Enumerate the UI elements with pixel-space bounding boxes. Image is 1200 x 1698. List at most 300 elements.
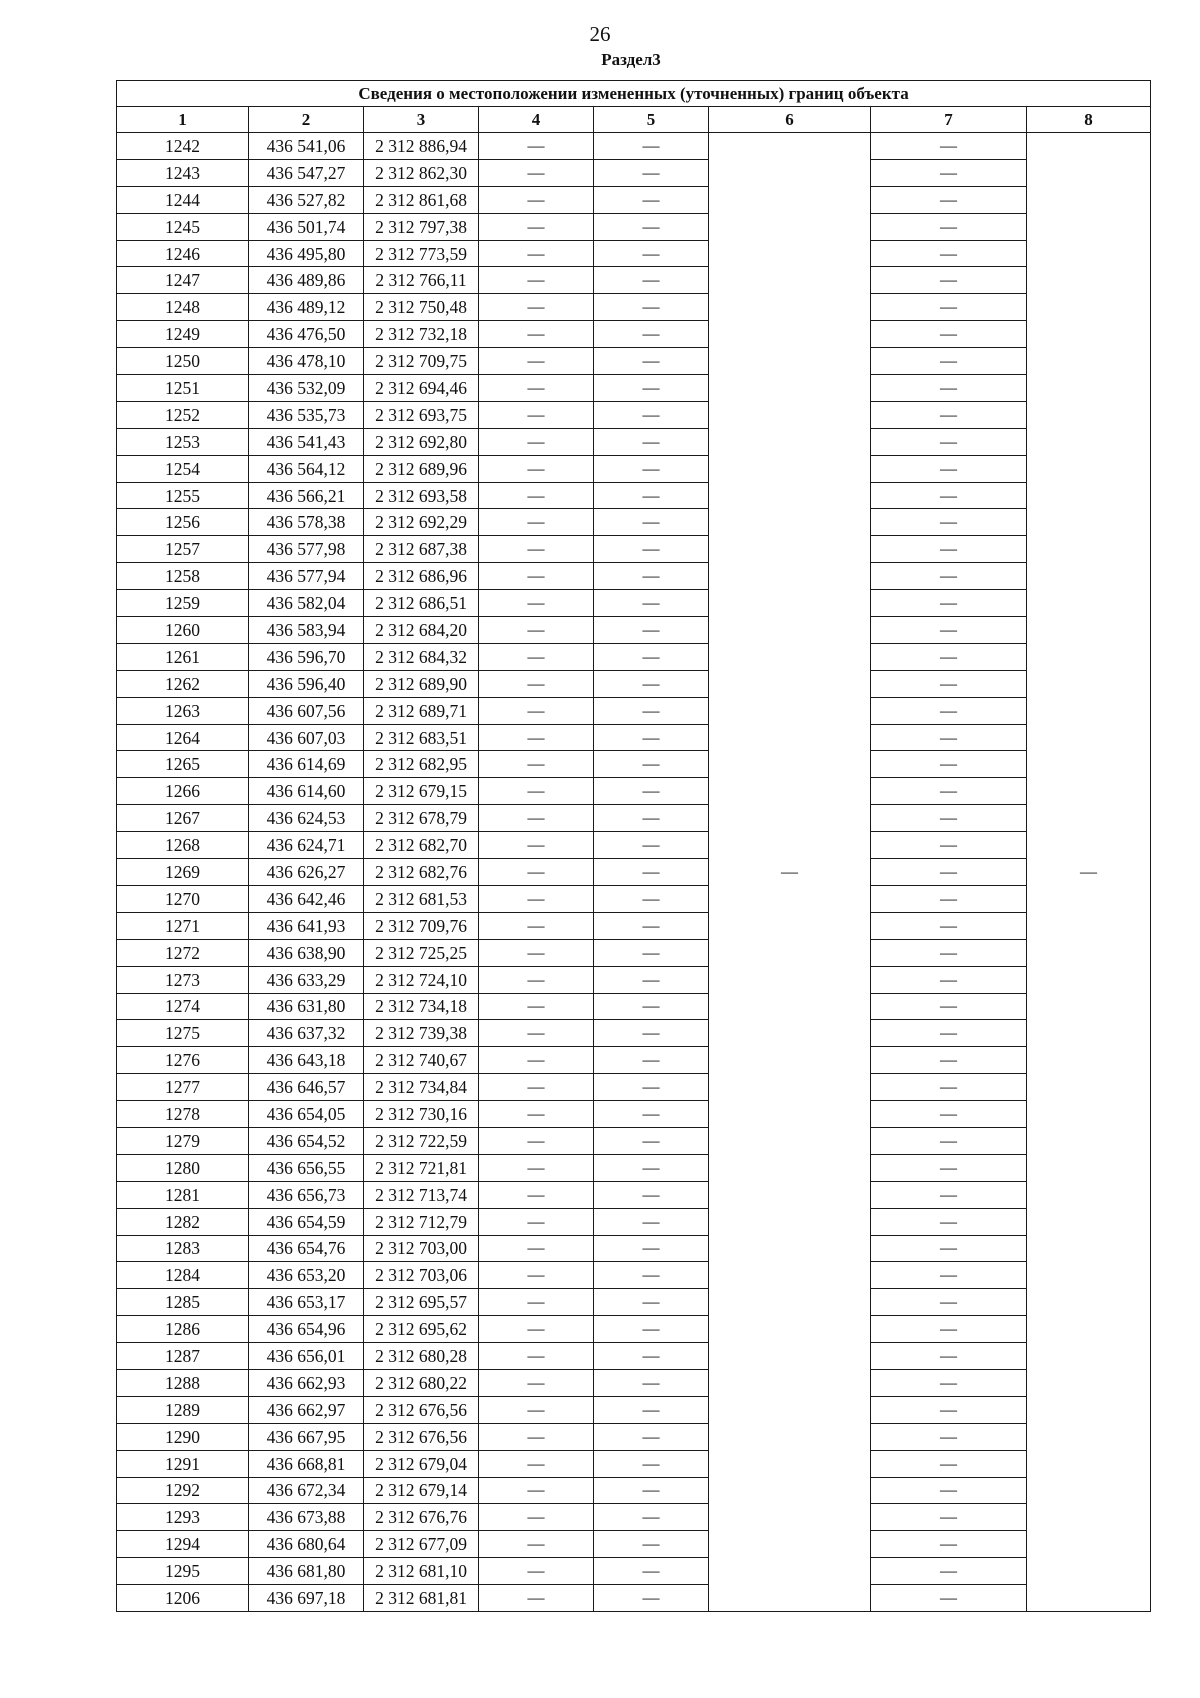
column-5-cell: —	[594, 939, 709, 966]
y-coordinate-cell: 2 312 766,11	[364, 267, 479, 294]
x-coordinate-cell: 436 633,29	[249, 966, 364, 993]
column-4-cell: —	[479, 267, 594, 294]
point-number-cell: 1259	[117, 590, 249, 617]
column-4-cell: —	[479, 186, 594, 213]
point-number-cell: 1250	[117, 348, 249, 375]
column-5-cell: —	[594, 724, 709, 751]
column-number-header: 1	[117, 107, 249, 133]
y-coordinate-cell: 2 312 681,10	[364, 1558, 479, 1585]
table-row	[117, 939, 1151, 966]
table-row	[117, 1047, 1151, 1074]
table-row	[117, 1504, 1151, 1531]
point-number-cell: 1265	[117, 751, 249, 778]
x-coordinate-cell: 436 501,74	[249, 213, 364, 240]
table-row	[117, 267, 1151, 294]
column-5-cell: —	[594, 832, 709, 859]
table-row	[117, 751, 1151, 778]
point-number-cell: 1246	[117, 240, 249, 267]
table-row	[117, 643, 1151, 670]
column-7-cell: —	[871, 1074, 1027, 1101]
column-5-cell: —	[594, 751, 709, 778]
table-row	[117, 1477, 1151, 1504]
column-5-cell: —	[594, 1477, 709, 1504]
x-coordinate-cell: 436 582,04	[249, 590, 364, 617]
column-4-cell: —	[479, 1316, 594, 1343]
y-coordinate-cell: 2 312 713,74	[364, 1181, 479, 1208]
column-5-cell: —	[594, 1289, 709, 1316]
column-7-cell: —	[871, 993, 1027, 1020]
table-row	[117, 1235, 1151, 1262]
y-coordinate-cell: 2 312 676,76	[364, 1504, 479, 1531]
column-5-cell: —	[594, 778, 709, 805]
column-5-cell: —	[594, 697, 709, 724]
y-coordinate-cell: 2 312 739,38	[364, 1020, 479, 1047]
table-row	[117, 670, 1151, 697]
column-4-cell: —	[479, 1396, 594, 1423]
x-coordinate-cell: 436 662,97	[249, 1396, 364, 1423]
table-row	[117, 401, 1151, 428]
table-row	[117, 213, 1151, 240]
column-number-header: 3	[364, 107, 479, 133]
y-coordinate-cell: 2 312 722,59	[364, 1127, 479, 1154]
column-4-cell: —	[479, 482, 594, 509]
x-coordinate-cell: 436 672,34	[249, 1477, 364, 1504]
column-7-cell: —	[871, 1558, 1027, 1585]
y-coordinate-cell: 2 312 734,84	[364, 1074, 479, 1101]
point-number-cell: 1260	[117, 617, 249, 644]
column-5-cell: —	[594, 1423, 709, 1450]
column-4-cell: —	[479, 670, 594, 697]
point-number-cell: 1275	[117, 1020, 249, 1047]
column-7-cell: —	[871, 966, 1027, 993]
column-5-cell: —	[594, 912, 709, 939]
point-number-cell: 1284	[117, 1262, 249, 1289]
column-5-cell: —	[594, 1343, 709, 1370]
y-coordinate-cell: 2 312 734,18	[364, 993, 479, 1020]
column-4-cell: —	[479, 1504, 594, 1531]
column-4-cell: —	[479, 1369, 594, 1396]
column-5-cell: —	[594, 1235, 709, 1262]
column-4-cell: —	[479, 859, 594, 886]
x-coordinate-cell: 436 566,21	[249, 482, 364, 509]
x-coordinate-cell: 436 577,98	[249, 536, 364, 563]
y-coordinate-cell: 2 312 682,76	[364, 859, 479, 886]
table-row	[117, 1558, 1151, 1585]
table-row	[117, 617, 1151, 644]
y-coordinate-cell: 2 312 686,51	[364, 590, 479, 617]
x-coordinate-cell: 436 662,93	[249, 1369, 364, 1396]
column-4-cell: —	[479, 1262, 594, 1289]
x-coordinate-cell: 436 583,94	[249, 617, 364, 644]
column-7-cell: —	[871, 401, 1027, 428]
x-coordinate-cell: 436 527,82	[249, 186, 364, 213]
x-coordinate-cell: 436 614,60	[249, 778, 364, 805]
column-7-cell: —	[871, 1208, 1027, 1235]
table-row	[117, 159, 1151, 186]
point-number-cell: 1269	[117, 859, 249, 886]
column-4-cell: —	[479, 563, 594, 590]
column-5-cell: —	[594, 133, 709, 160]
column-5-cell: —	[594, 1047, 709, 1074]
x-coordinate-cell: 436 495,80	[249, 240, 364, 267]
column-4-cell: —	[479, 509, 594, 536]
column-5-cell: —	[594, 294, 709, 321]
y-coordinate-cell: 2 312 694,46	[364, 375, 479, 402]
column-7-cell: —	[871, 1423, 1027, 1450]
table-row	[117, 482, 1151, 509]
point-number-cell: 1272	[117, 939, 249, 966]
point-number-cell: 1277	[117, 1074, 249, 1101]
y-coordinate-cell: 2 312 725,25	[364, 939, 479, 966]
table-row	[117, 859, 1151, 886]
column-4-cell: —	[479, 697, 594, 724]
table-row	[117, 1316, 1151, 1343]
y-coordinate-cell: 2 312 687,38	[364, 536, 479, 563]
column-7-cell: —	[871, 1343, 1027, 1370]
x-coordinate-cell: 436 476,50	[249, 321, 364, 348]
column-4-cell: —	[479, 885, 594, 912]
column-7-cell: —	[871, 885, 1027, 912]
column-7-cell: —	[871, 1585, 1027, 1612]
y-coordinate-cell: 2 312 724,10	[364, 966, 479, 993]
column-5-cell: —	[594, 240, 709, 267]
point-number-cell: 1252	[117, 401, 249, 428]
y-coordinate-cell: 2 312 693,75	[364, 401, 479, 428]
column-7-cell: —	[871, 697, 1027, 724]
column-4-cell: —	[479, 1208, 594, 1235]
x-coordinate-cell: 436 596,70	[249, 643, 364, 670]
table-row	[117, 1369, 1151, 1396]
column-5-cell: —	[594, 1450, 709, 1477]
column-7-cell: —	[871, 751, 1027, 778]
column-5-cell: —	[594, 321, 709, 348]
column-7-cell: —	[871, 294, 1027, 321]
column-4-cell: —	[479, 1074, 594, 1101]
column-7-cell: —	[871, 1262, 1027, 1289]
x-coordinate-cell: 436 656,55	[249, 1154, 364, 1181]
column-5-cell: —	[594, 859, 709, 886]
column-5-cell: —	[594, 455, 709, 482]
column-4-cell: —	[479, 1127, 594, 1154]
column-4-cell: —	[479, 617, 594, 644]
x-coordinate-cell: 436 626,27	[249, 859, 364, 886]
table-row	[117, 805, 1151, 832]
x-coordinate-cell: 436 668,81	[249, 1450, 364, 1477]
column-4-cell: —	[479, 966, 594, 993]
y-coordinate-cell: 2 312 695,62	[364, 1316, 479, 1343]
table-row	[117, 1396, 1151, 1423]
point-number-cell: 1278	[117, 1101, 249, 1128]
x-coordinate-cell: 436 643,18	[249, 1047, 364, 1074]
table-row	[117, 455, 1151, 482]
column-7-cell: —	[871, 805, 1027, 832]
table-row	[117, 912, 1151, 939]
x-coordinate-cell: 436 654,96	[249, 1316, 364, 1343]
table-row	[117, 1208, 1151, 1235]
point-number-cell: 1286	[117, 1316, 249, 1343]
column-7-cell: —	[871, 482, 1027, 509]
column-7-cell: —	[871, 1531, 1027, 1558]
column-7-cell: —	[871, 133, 1027, 160]
table-row	[117, 832, 1151, 859]
column-7-cell: —	[871, 1289, 1027, 1316]
column-4-cell: —	[479, 1020, 594, 1047]
column-5-cell: —	[594, 213, 709, 240]
table-row	[117, 1101, 1151, 1128]
column-7-cell: —	[871, 778, 1027, 805]
point-number-cell: 1243	[117, 159, 249, 186]
table-row	[117, 509, 1151, 536]
y-coordinate-cell: 2 312 861,68	[364, 186, 479, 213]
column-number-header: 4	[479, 107, 594, 133]
x-coordinate-cell: 436 596,40	[249, 670, 364, 697]
table-row	[117, 240, 1151, 267]
table-row	[117, 1423, 1151, 1450]
y-coordinate-cell: 2 312 678,79	[364, 805, 479, 832]
point-number-cell: 1257	[117, 536, 249, 563]
column-5-cell: —	[594, 1504, 709, 1531]
y-coordinate-cell: 2 312 862,30	[364, 159, 479, 186]
point-number-cell: 1283	[117, 1235, 249, 1262]
y-coordinate-cell: 2 312 732,18	[364, 321, 479, 348]
column-4-cell: —	[479, 1289, 594, 1316]
column-number-header: 5	[594, 107, 709, 133]
point-number-cell: 1261	[117, 643, 249, 670]
column-7-cell: —	[871, 1047, 1027, 1074]
table-row	[117, 133, 1151, 160]
point-number-cell: 1248	[117, 294, 249, 321]
point-number-cell: 1285	[117, 1289, 249, 1316]
x-coordinate-cell: 436 578,38	[249, 509, 364, 536]
column-7-cell: —	[871, 428, 1027, 455]
point-number-cell: 1251	[117, 375, 249, 402]
column-5-cell: —	[594, 1316, 709, 1343]
column-4-cell: —	[479, 590, 594, 617]
column-5-cell: —	[594, 536, 709, 563]
column-5-cell: —	[594, 428, 709, 455]
point-number-cell: 1289	[117, 1396, 249, 1423]
column-4-cell: —	[479, 1558, 594, 1585]
column-7-cell: —	[871, 1369, 1027, 1396]
table-row	[117, 536, 1151, 563]
column-4-cell: —	[479, 1181, 594, 1208]
table-row	[117, 1074, 1151, 1101]
x-coordinate-cell: 436 564,12	[249, 455, 364, 482]
column-7-cell: —	[871, 1316, 1027, 1343]
point-number-cell: 1262	[117, 670, 249, 697]
point-number-cell: 1247	[117, 267, 249, 294]
column-7-cell: —	[871, 1477, 1027, 1504]
y-coordinate-cell: 2 312 695,57	[364, 1289, 479, 1316]
point-number-cell: 1290	[117, 1423, 249, 1450]
x-coordinate-cell: 436 532,09	[249, 375, 364, 402]
x-coordinate-cell: 436 646,57	[249, 1074, 364, 1101]
table-row	[117, 1262, 1151, 1289]
column-5-cell: —	[594, 590, 709, 617]
column-5-cell: —	[594, 509, 709, 536]
column-4-cell: —	[479, 643, 594, 670]
column-4-cell: —	[479, 348, 594, 375]
x-coordinate-cell: 436 489,12	[249, 294, 364, 321]
x-coordinate-cell: 436 535,73	[249, 401, 364, 428]
x-coordinate-cell: 436 607,03	[249, 724, 364, 751]
column-4-cell: —	[479, 1477, 594, 1504]
column-7-cell: —	[871, 455, 1027, 482]
y-coordinate-cell: 2 312 684,32	[364, 643, 479, 670]
table-row	[117, 375, 1151, 402]
column-4-cell: —	[479, 751, 594, 778]
table-caption: Сведения о местоположении измененных (уточненных) границ объекта	[117, 81, 1151, 107]
column-5-cell: —	[594, 993, 709, 1020]
point-number-cell: 1264	[117, 724, 249, 751]
table-row	[117, 778, 1151, 805]
y-coordinate-cell: 2 312 721,81	[364, 1154, 479, 1181]
table-row	[117, 1450, 1151, 1477]
y-coordinate-cell: 2 312 797,38	[364, 213, 479, 240]
x-coordinate-cell: 436 624,71	[249, 832, 364, 859]
column-8-merged-cell: —	[1027, 133, 1151, 1612]
x-coordinate-cell: 436 641,93	[249, 912, 364, 939]
y-coordinate-cell: 2 312 750,48	[364, 294, 479, 321]
column-7-cell: —	[871, 267, 1027, 294]
column-4-cell: —	[479, 832, 594, 859]
column-7-cell: —	[871, 348, 1027, 375]
column-5-cell: —	[594, 375, 709, 402]
y-coordinate-cell: 2 312 680,28	[364, 1343, 479, 1370]
column-4-cell: —	[479, 375, 594, 402]
page-number: 26	[589, 22, 611, 46]
column-7-cell: —	[871, 939, 1027, 966]
y-coordinate-cell: 2 312 679,14	[364, 1477, 479, 1504]
point-number-cell: 1271	[117, 912, 249, 939]
point-number-cell: 1256	[117, 509, 249, 536]
point-number-cell: 1293	[117, 1504, 249, 1531]
y-coordinate-cell: 2 312 681,81	[364, 1585, 479, 1612]
x-coordinate-cell: 436 642,46	[249, 885, 364, 912]
column-4-cell: —	[479, 1423, 594, 1450]
column-7-cell: —	[871, 617, 1027, 644]
x-coordinate-cell: 436 697,18	[249, 1585, 364, 1612]
column-7-cell: —	[871, 1154, 1027, 1181]
column-4-cell: —	[479, 778, 594, 805]
table-row	[117, 966, 1151, 993]
y-coordinate-cell: 2 312 686,96	[364, 563, 479, 590]
y-coordinate-cell: 2 312 712,79	[364, 1208, 479, 1235]
table-row	[117, 186, 1151, 213]
column-4-cell: —	[479, 724, 594, 751]
point-number-cell: 1255	[117, 482, 249, 509]
column-5-cell: —	[594, 643, 709, 670]
column-7-cell: —	[871, 563, 1027, 590]
table-row	[117, 1585, 1151, 1612]
x-coordinate-cell: 436 656,73	[249, 1181, 364, 1208]
table-row	[117, 1154, 1151, 1181]
column-4-cell: —	[479, 1101, 594, 1128]
column-number-header: 2	[249, 107, 364, 133]
point-number-cell: 1291	[117, 1450, 249, 1477]
point-number-cell: 1258	[117, 563, 249, 590]
column-5-cell: —	[594, 267, 709, 294]
point-number-cell: 1206	[117, 1585, 249, 1612]
x-coordinate-cell: 436 607,56	[249, 697, 364, 724]
point-number-cell: 1295	[117, 1558, 249, 1585]
point-number-cell: 1294	[117, 1531, 249, 1558]
table-row	[117, 1181, 1151, 1208]
boundary-coordinates-table	[116, 80, 1151, 1612]
point-number-cell: 1244	[117, 186, 249, 213]
y-coordinate-cell: 2 312 684,20	[364, 617, 479, 644]
column-4-cell: —	[479, 1450, 594, 1477]
column-4-cell: —	[479, 294, 594, 321]
point-number-cell: 1288	[117, 1369, 249, 1396]
column-5-cell: —	[594, 1208, 709, 1235]
point-number-cell: 1253	[117, 428, 249, 455]
y-coordinate-cell: 2 312 693,58	[364, 482, 479, 509]
y-coordinate-cell: 2 312 676,56	[364, 1396, 479, 1423]
column-7-cell: —	[871, 832, 1027, 859]
y-coordinate-cell: 2 312 709,76	[364, 912, 479, 939]
x-coordinate-cell: 436 654,05	[249, 1101, 364, 1128]
column-4-cell: —	[479, 213, 594, 240]
column-5-cell: —	[594, 1396, 709, 1423]
column-5-cell: —	[594, 482, 709, 509]
column-7-cell: —	[871, 159, 1027, 186]
column-5-cell: —	[594, 617, 709, 644]
point-number-cell: 1282	[117, 1208, 249, 1235]
y-coordinate-cell: 2 312 677,09	[364, 1531, 479, 1558]
y-coordinate-cell: 2 312 679,04	[364, 1450, 479, 1477]
column-5-cell: —	[594, 1154, 709, 1181]
column-7-cell: —	[871, 643, 1027, 670]
table-row	[117, 294, 1151, 321]
x-coordinate-cell: 436 624,53	[249, 805, 364, 832]
point-number-cell: 1279	[117, 1127, 249, 1154]
column-7-cell: —	[871, 670, 1027, 697]
point-number-cell: 1273	[117, 966, 249, 993]
column-4-cell: —	[479, 455, 594, 482]
column-4-cell: —	[479, 428, 594, 455]
x-coordinate-cell: 436 547,27	[249, 159, 364, 186]
column-7-cell: —	[871, 240, 1027, 267]
y-coordinate-cell: 2 312 689,96	[364, 455, 479, 482]
point-number-cell: 1254	[117, 455, 249, 482]
column-5-cell: —	[594, 401, 709, 428]
y-coordinate-cell: 2 312 682,95	[364, 751, 479, 778]
column-5-cell: —	[594, 1585, 709, 1612]
point-number-cell: 1267	[117, 805, 249, 832]
table-row	[117, 348, 1151, 375]
column-5-cell: —	[594, 1127, 709, 1154]
column-7-cell: —	[871, 1101, 1027, 1128]
column-4-cell: —	[479, 993, 594, 1020]
column-4-cell: —	[479, 1154, 594, 1181]
column-7-cell: —	[871, 1020, 1027, 1047]
y-coordinate-cell: 2 312 692,80	[364, 428, 479, 455]
point-number-cell: 1266	[117, 778, 249, 805]
x-coordinate-cell: 436 654,52	[249, 1127, 364, 1154]
table-row	[117, 724, 1151, 751]
point-number-cell: 1268	[117, 832, 249, 859]
column-7-cell: —	[871, 1181, 1027, 1208]
x-coordinate-cell: 436 680,64	[249, 1531, 364, 1558]
x-coordinate-cell: 436 654,59	[249, 1208, 364, 1235]
table-row	[117, 993, 1151, 1020]
column-7-cell: —	[871, 375, 1027, 402]
column-5-cell: —	[594, 159, 709, 186]
column-5-cell: —	[594, 1262, 709, 1289]
y-coordinate-cell: 2 312 679,15	[364, 778, 479, 805]
column-4-cell: —	[479, 805, 594, 832]
